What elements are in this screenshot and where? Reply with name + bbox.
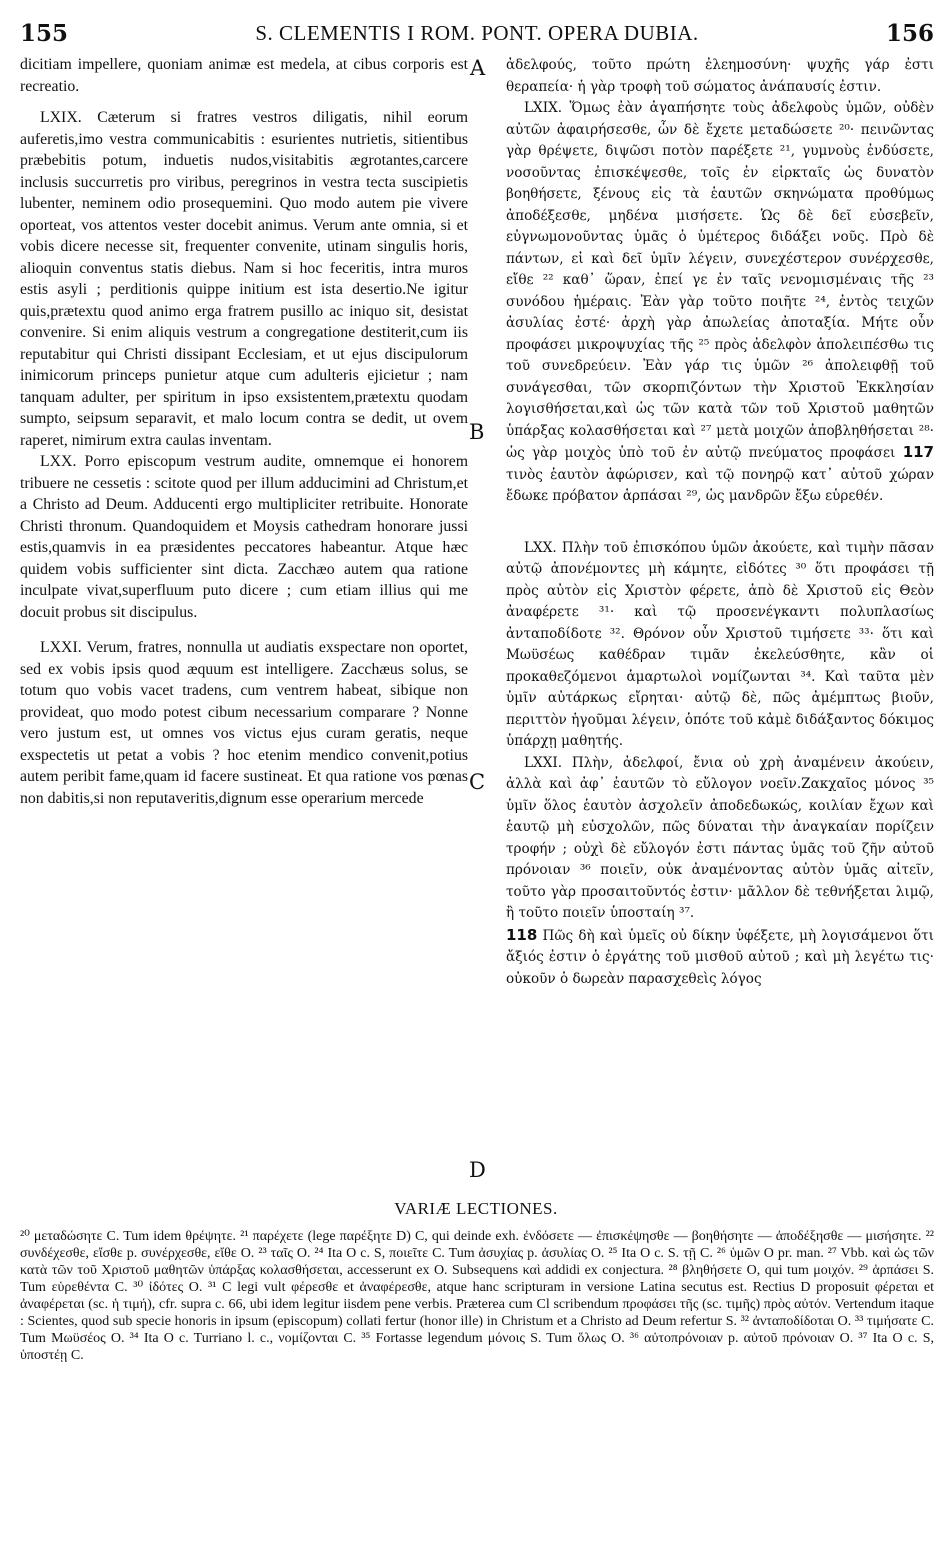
latin-paragraph-lxx: LXX. Porro episcopum vestrum audite, omnemque ei honorem tribuere ne cessetis : scitote quod per illum adducimini ad Christum,et a Christo ad Deum. Adducenti ergo multipliciter retribuite. Honorate Christi thronum. Quandoquidem et Moysis cathedram honorare jussi estis,quamvis in ea præsidentes peccatores habeantur. Atque hæc quidem vobis sufficienter sint dicta. Zacchæo autem qua ratione inculpate vivat,superfluum puto dicere ; cum etiam illius qui me docuit probus sit discipulus. bbox=[20, 453, 468, 621]
page-number-left: 155 bbox=[20, 20, 69, 47]
latin-column bbox=[20, 54, 468, 809]
latin-paragraph-lxix: LXIX. Cæterum si fratres vestros diligatis, nihil eorum auferetis,imo vestra communicabitis : esurientes nutrietis, sitientibus præbebitis potum, induetis nudos,visitabitis ægrotantes,carcere inclusis succurretis pro viribus, peregrinos in vestra tecta suscipietis lubenter, neminem odio prosequemini. Quo modo autem pie vivere oporteat, vos attentos vester docebit animus. Verum ante omnia, si et vobis dicere necesse sit, frequenter convenite, utinam singulis horis, alioquin conventus statis diebus. Nam si hoc feceritis, intra muros estis asyli ; perditionis quippe initium est ista desertio.Ne igitur quis,prætextu quod animo erga fratrem pusillo ac iniquo sit, desistat convenire. Si enim aliquis vestrum a congregatione destiterit,cum iis reputabitur qui Christi dissipant Ecclesiam, et ut ejus discipulorum inimicorum princeps punietur atque cum adulteris ejicietur ; nam tanquam adulter, per spiritum in ipso exsistentem,prætextu quodam sumpto, seipsum separavit, et malo locum contra se dedit, ut ovem raperet, nimirum extra caulas inventam. bbox=[20, 109, 468, 449]
column-number-117: 117 bbox=[902, 443, 934, 461]
greek-lxix-text-b: τινὸς ἑαυτὸν ἀφώρισεν, καὶ τῷ πονηρῷ κατ᾽ αὐτοῦ χώραν ἔδωκε πρόβατον ἁρπάσαι ²⁹, ὡς μανδρῶν ἔξω εὑρεθέν. bbox=[506, 466, 934, 504]
column-number-118: 118 bbox=[506, 925, 538, 944]
greek-final-text: Πῶς δὴ καὶ ὑμεῖς οὐ δίκην ὑφέξετε, μὴ λογισάμενοι ὅτι ἄξιός ἐστιν ὁ ἐργάτης τοῦ μισθοῦ αὐτοῦ ; καὶ μὴ λεγέτω τις· οὐκοῦν ὁ δωρεὰν παρασχεθεὶς λόγος bbox=[506, 927, 934, 987]
latin-paragraph-intro: dicitiam impellere, quoniam animæ est medela, at cibus corporis est recreatio. bbox=[20, 56, 468, 95]
greek-paragraph-lxix bbox=[506, 98, 934, 508]
margin-letter-a: A bbox=[470, 56, 486, 80]
margin-letter-d: D bbox=[469, 1158, 486, 1182]
greek-paragraph-lxx: LXX. Πλὴν τοῦ ἐπισκόπου ὑμῶν ἀκούετε, καὶ τιμὴν πᾶσαν αὐτῷ ἀπονέμοντες μὴ κάμητε, εἰδότες ³⁰ ὅτι προφάσει τῇ πρὸς αὐτὸν εἰς Χριστὸν φέρετε, ἀπὸ δὲ Χριστοῦ εἰς Θεὸν ἀναφέρετε ³¹· καὶ τῷ προσενέγκαντι πολυπλασίως ἀνταποδίδοτε ³². Θρόνον οὖν Χριστοῦ τιμήσετε ³³· ὅτι καὶ Μωϋσέως καθέδραν τιμᾶν ἐκελεύσθητε, κἂν οἱ προκαθεζόμενοι ἁμαρτωλοὶ νομίζωνται ³⁴. Καὶ ταῦτα μὲν ὑμῖν αὐτάρκως εἴρηται· αὐτῷ δὲ, πῶς ἀμέμπτως βιοῦν, περιττὸν ἡγοῦμαι λέγειν, ὁπότε τοῦ κἀμὲ διδάξαντος δόκιμος ὑπάρχῃ μαθητής. bbox=[506, 539, 934, 749]
variae-lectiones-notes: ²⁰ μεταδώσητε C. Tum idem θρέψητε. ²¹ παρέχετε (lege παρέξητε D) C, qui deinde exh. ἐνδόσετε — ἐπισκέψησθε — βοηθήσητε — ἀποδέξησθε — μισήσητε. ²² συνδέχεσθε, εἴσθε p. συνέρχεσθε, εἴθε O. ²³ ταῖς O. ²⁴ Ita O c. S, ποιεῖτε C. Tum ἀσυχίας p. ἀσυλίας O. ²⁵ Ita O c. S. τῇ C. ²⁶ ὑμῶν O pr. man. ²⁷ Vbb. καὶ ὡς τῶν κατὰ τῶν τοῦ Χριστοῦ μαθητῶν ὑπάρξας κολασθήσεται, accesserunt ex O. Subsequens καὶ addidi ex conjectura. ²⁸ βληθήσετε O, qui tum μοιχόν. ²⁹ ἁρπάσει S. Tum εὑρεθέντα C. ³⁰ ἰδότες O. ³¹ C legi vult φέρεσθε et ἀναφέρεσθε, atque hanc scripturam in versione Latina secutus est. Rectius D proposuit φέρεται et ἀναφέρεται (sc. ἡ τιμή), cfr. supra c. 66, ubi idem legitur iisdem pene verbis. Præterea cum Cl scribendum προφάσει τῆς (sc. τιμῆς) πρὸς αὐτόν. Vertendum itaque : Scientes, quod sub specie honoris in ipsum (episcopum) collati fertur (honor ille) in Christum et a Christo ad Deum refertur S. ³² ἀνταποδίδοται O. ³³ τιμήσατε C. Tum Μωϋσέος O. ³⁴ Ita O c. Turriano l. c., νομίζονται C. ³⁵ Fortasse legendum μόνοις S. Tum ὅλως O. ³⁶ αὐτοπρόνοιαν p. αὐτοῦ πρόνοιαν O. ³⁷ Ita O c. S, ὑποστέῃ C. bbox=[20, 1229, 934, 1363]
greek-paragraph-lxxi: LXXI. Πλὴν, ἀδελφοί, ἔνια οὐ χρὴ ἀναμένειν ἀκούειν, ἀλλὰ καὶ ἀφ᾽ ἑαυτῶν τὸ εὔλογον νοεῖν.Ζακχαῖος μόνος ³⁵ ὑμῖν ὅλος ἑαυτὸν ἀσχολεῖν ἀποδεδωκώς, κοιλίαν ἔχων καὶ ἑαυτῷ μὴ εὐσχολῶν, πῶς δύναται τὴν ἀναγκαίαν πορίζειν τροφήν ; οὐχὶ δὲ εὔλογόν ἐστι πάντας ὑμᾶς τοῦ ζῆν αὐτοῦ πρόνοιαν ³⁶ ποιεῖν, οὐκ ἀναμένοντας αὐτὸν ὑμᾶς αἰτεῖν, τοῦτο γὰρ προσαιτοῦντός ἐστιν· μᾶλλον δὲ τεθνήξεται λιμῷ, ἢ τοῦτο ποιεῖν ὑποσταίη ³⁷. bbox=[506, 754, 934, 921]
variae-lectiones-heading: VARIÆ LECTIONES. bbox=[394, 1199, 558, 1218]
latin-paragraph-lxxi: LXXI. Verum, fratres, nonnulla ut audiatis exspectare non oportet, sed ex vobis ipsis quod æquum est intelligere. Zacchæus solus, se totum quo vobis vacet tradens, cum ventrem habeat, sibique non provideat, quo modo potest cibum necessarium comparare ? Nonne vero justum est, ut omnes vos victus ejus curam geratis, neque exspectetis ut petat a vobis ? hoc etenim mendico convenit,potius autem peribit fame,quam id facere sustineat. Et qua ratione vos pœnas non dabitis,si non reputaveritis,dignum esse operarium mercede bbox=[20, 639, 468, 807]
margin-letter-b: B bbox=[469, 420, 485, 444]
greek-paragraph-intro: ἀδελφούς, τοῦτο πρώτη ἐλεημοσύνη· ψυχῆς γάρ ἐστι θεραπεία· ἡ γὰρ τροφὴ τοῦ σώματος ἀνάπαυσίς ἐστιν. bbox=[506, 57, 934, 95]
greek-lxix-text-a: LXIX. Ὅμως ἐὰν ἀγαπήσητε τοὺς ἀδελφοὺς ὑμῶν, οὐδὲν αὐτῶν ἀφαιρήσεσθε, ὧν δὲ ἔχετε μεταδώσετε ²⁰· πεινῶντας γὰρ θρέψετε, διψῶσι ποτὸν παρέξετε ²¹, γυμνοὺς ἐνδύσετε, νοσοῦντας ἐπισκέψεσθε, τοῖς ἐν εἱρκταῖς ὡς δυνατὸν βοηθήσετε, ξένους εἰς τὰ ἑαυτῶν σκηνώματα προθύμως ἀποδέξεσθε, μηδένα μισήσετε. Ὡς δὲ δεῖ εὐσεβεῖν, εὐγνωμονοῦντας ὑμᾶς ὁ ὑμέτερος διδάξει νοῦς. Πρὸ δὲ πάντων, εἰ καὶ δεῖ ὑμῖν λέγειν, συνεχέστερον συνέρχεσθε, εἴθε ²² καθ᾽ ὥραν, ἐπεί γε ἐν ταῖς νενομισμέναις τῆς ²³ συνόδου ἡμέραις. Ἐὰν γὰρ τοῦτο ποιῆτε ²⁴, ἐντὸς τειχῶν ἀσυλίας ἐστέ· ἀρχὴ γὰρ ἀπωλείας ἀποταξία. Μήτε οὖν προφάσει μικροψυχίας τῆς ²⁵ πρὸς ἀδελφὸν ἀπολειπέσθω τις τοῦ συνεδρεύειν. Ἐὰν γάρ τις ὑμῶν ²⁶ ἀπολειφθῇ τοῦ συνάγεσθαι, τῶν σκορπιζόντων τὴν Χριστοῦ Ἐκκλησίαν λογισθήσεται,καὶ ὡς τῶν κατὰ τῶν τοῦ Χριστοῦ μαθητῶν ὑπάρξας κολασθήσεται καὶ ²⁷ μετὰ μοιχῶν ἀποβληθήσεται ²⁸· ὡς γὰρ μοιχὸς ὑπὸ τοῦ ἐν αὐτῷ πνεύματος προφάσει bbox=[506, 100, 934, 461]
greek-paragraph-final bbox=[506, 925, 934, 991]
page-number-right: 156 bbox=[885, 20, 934, 47]
margin-letter-c: C bbox=[469, 770, 486, 794]
greek-column bbox=[506, 55, 934, 990]
running-title: S. CLEMENTIS I ROM. PONT. OPERA DUBIA. bbox=[255, 21, 699, 45]
page-header bbox=[20, 20, 934, 50]
